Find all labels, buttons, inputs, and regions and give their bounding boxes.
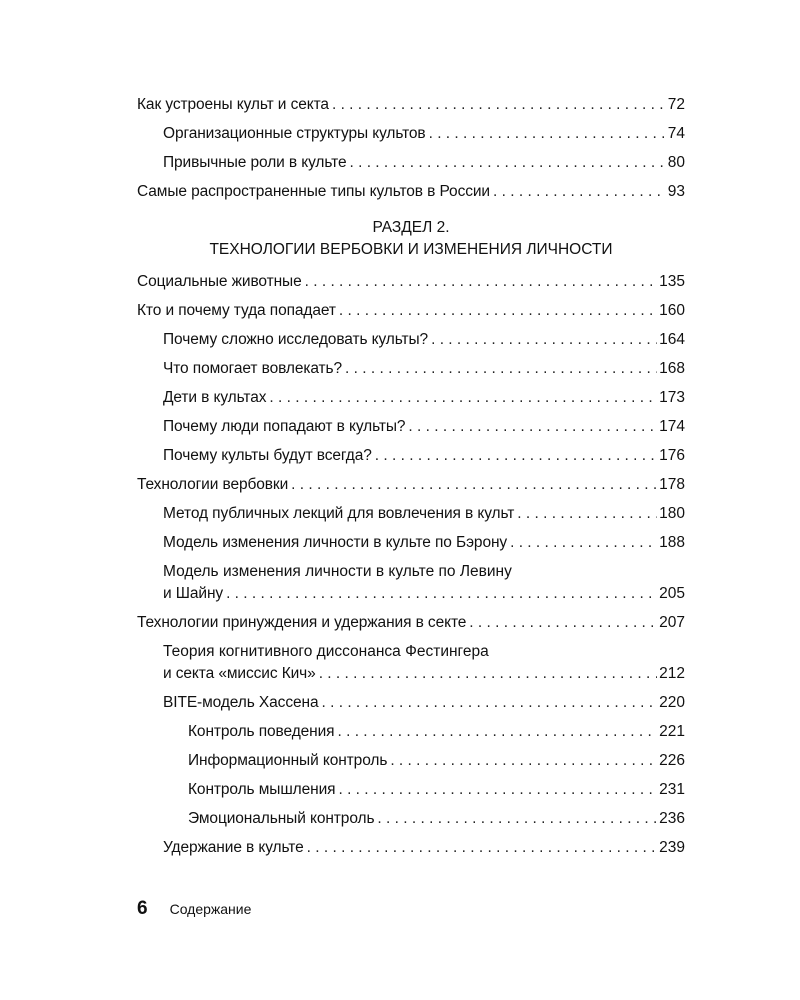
toc-leader-dots <box>339 300 657 322</box>
toc-entry <box>137 416 685 438</box>
toc-entry-title: Почему сложно исследовать культы? <box>163 331 429 348</box>
toc-page-number: 160 <box>659 302 685 319</box>
section-heading <box>137 217 685 261</box>
toc-entry <box>137 808 685 830</box>
toc-entry <box>137 837 685 859</box>
toc-entry-title: Почему культы будут всегда? <box>163 447 372 464</box>
toc-entry-title: и секта «миссис Кич» <box>163 665 316 682</box>
toc-leader-dots <box>321 692 657 714</box>
toc-page-number: 80 <box>667 154 685 171</box>
toc-page-number: 168 <box>659 360 685 377</box>
toc-leader-dots <box>431 329 657 351</box>
toc-entry-title: Самые распространенные типы культов в России <box>137 183 490 200</box>
toc-entry <box>137 750 685 772</box>
toc-entry-title-first-line: Теория когнитивного диссонанса Фестингера <box>163 643 489 660</box>
toc-entry <box>137 779 685 801</box>
toc-leader-dots <box>469 612 657 634</box>
toc-leader-dots <box>345 358 657 380</box>
toc-page-number: 93 <box>667 183 685 200</box>
toc-entry-title: Как устроены культ и секта <box>137 96 329 113</box>
footer-running-title: Содержание <box>169 901 252 917</box>
section-number: РАЗДЕЛ 2. <box>372 219 450 236</box>
toc-page-number: 178 <box>659 476 685 493</box>
toc-entry-title: Контроль мышления <box>188 781 336 798</box>
toc-leader-dots <box>307 837 658 859</box>
toc-leader-dots <box>305 271 658 293</box>
toc-leader-dots <box>337 721 657 743</box>
toc-entry <box>137 692 685 714</box>
toc-entry <box>137 300 685 322</box>
toc-leader-dots <box>269 387 657 409</box>
toc-entry <box>137 503 685 525</box>
toc-entry-title: BITE-модель Хассена <box>163 694 319 711</box>
toc-entry-title: Информационный контроль <box>188 752 388 769</box>
toc-entry <box>137 152 685 174</box>
toc-entry <box>137 271 685 293</box>
toc-entry <box>137 612 685 634</box>
toc-entry <box>137 123 685 145</box>
toc-entry-title: Кто и почему туда попадает <box>137 302 336 319</box>
toc-leader-dots <box>390 750 657 772</box>
toc-page-number: 135 <box>659 273 685 290</box>
toc-leader-dots <box>408 416 657 438</box>
toc-entry-title: Привычные роли в культе <box>163 154 347 171</box>
toc-leader-dots <box>338 779 657 801</box>
toc-leader-dots <box>375 445 657 467</box>
toc-leader-dots <box>510 532 657 554</box>
toc-entry-title: Технологии принуждения и удержания в секте <box>137 614 467 631</box>
table-of-contents <box>137 94 685 866</box>
toc-entry-title: Удержание в культе <box>163 839 304 856</box>
toc-entry-title: Эмоциональный контроль <box>188 810 375 827</box>
toc-entry-title: и Шайну <box>163 585 224 602</box>
toc-page-number: 164 <box>659 331 685 348</box>
footer-page-number: 6 <box>137 898 148 919</box>
toc-entry <box>137 641 685 685</box>
section-title: ТЕХНОЛОГИИ ВЕРБОВКИ И ИЗМЕНЕНИЯ ЛИЧНОСТИ <box>209 241 613 258</box>
toc-page-number: 176 <box>659 447 685 464</box>
toc-leader-dots <box>226 583 657 605</box>
page-footer <box>137 898 251 920</box>
toc-page-number: 212 <box>659 665 685 682</box>
toc-leader-dots <box>377 808 657 830</box>
toc-entry <box>137 181 685 203</box>
toc-page-number: 188 <box>659 534 685 551</box>
toc-page-number: 226 <box>659 752 685 769</box>
toc-entry <box>137 474 685 496</box>
toc-entry-title-first-line: Модель изменения личности в культе по Левину <box>163 563 512 580</box>
toc-page-number: 174 <box>659 418 685 435</box>
toc-entry-title: Технологии вербовки <box>137 476 289 493</box>
toc-page-number: 207 <box>659 614 685 631</box>
toc-leader-dots <box>349 152 665 174</box>
toc-entry <box>137 358 685 380</box>
toc-leader-dots <box>493 181 666 203</box>
toc-leader-dots <box>291 474 657 496</box>
toc-page-number: 239 <box>659 839 685 856</box>
toc-entry-title: Модель изменения личности в культе по Бэрону <box>163 534 508 551</box>
toc-entry-title: Почему люди попадают в культы? <box>163 418 406 435</box>
toc-page-number: 74 <box>667 125 685 142</box>
toc-entry <box>137 532 685 554</box>
toc-leader-dots <box>429 123 666 145</box>
toc-entry-title: Контроль поведения <box>188 723 335 740</box>
toc-entry <box>137 387 685 409</box>
toc-page-number: 221 <box>659 723 685 740</box>
toc-entry-title: Дети в культах <box>163 389 267 406</box>
toc-entry <box>137 561 685 605</box>
toc-entry-title: Организационные структуры культов <box>163 125 426 142</box>
toc-entry-title: Метод публичных лекций для вовлечения в культ <box>163 505 515 522</box>
toc-leader-dots <box>332 94 666 116</box>
toc-leader-dots <box>517 503 657 525</box>
toc-page-number: 180 <box>659 505 685 522</box>
toc-page-number: 205 <box>659 585 685 602</box>
toc-entry <box>137 94 685 116</box>
toc-page-number: 173 <box>659 389 685 406</box>
toc-entry-title: Что помогает вовлекать? <box>163 360 343 377</box>
toc-page-number: 231 <box>659 781 685 798</box>
toc-page-number: 72 <box>667 96 685 113</box>
toc-entry-title: Социальные животные <box>137 273 302 290</box>
toc-entry <box>137 445 685 467</box>
toc-leader-dots <box>319 663 657 685</box>
toc-page-number: 220 <box>659 694 685 711</box>
toc-page-number: 236 <box>659 810 685 827</box>
toc-entry <box>137 329 685 351</box>
toc-entry <box>137 721 685 743</box>
